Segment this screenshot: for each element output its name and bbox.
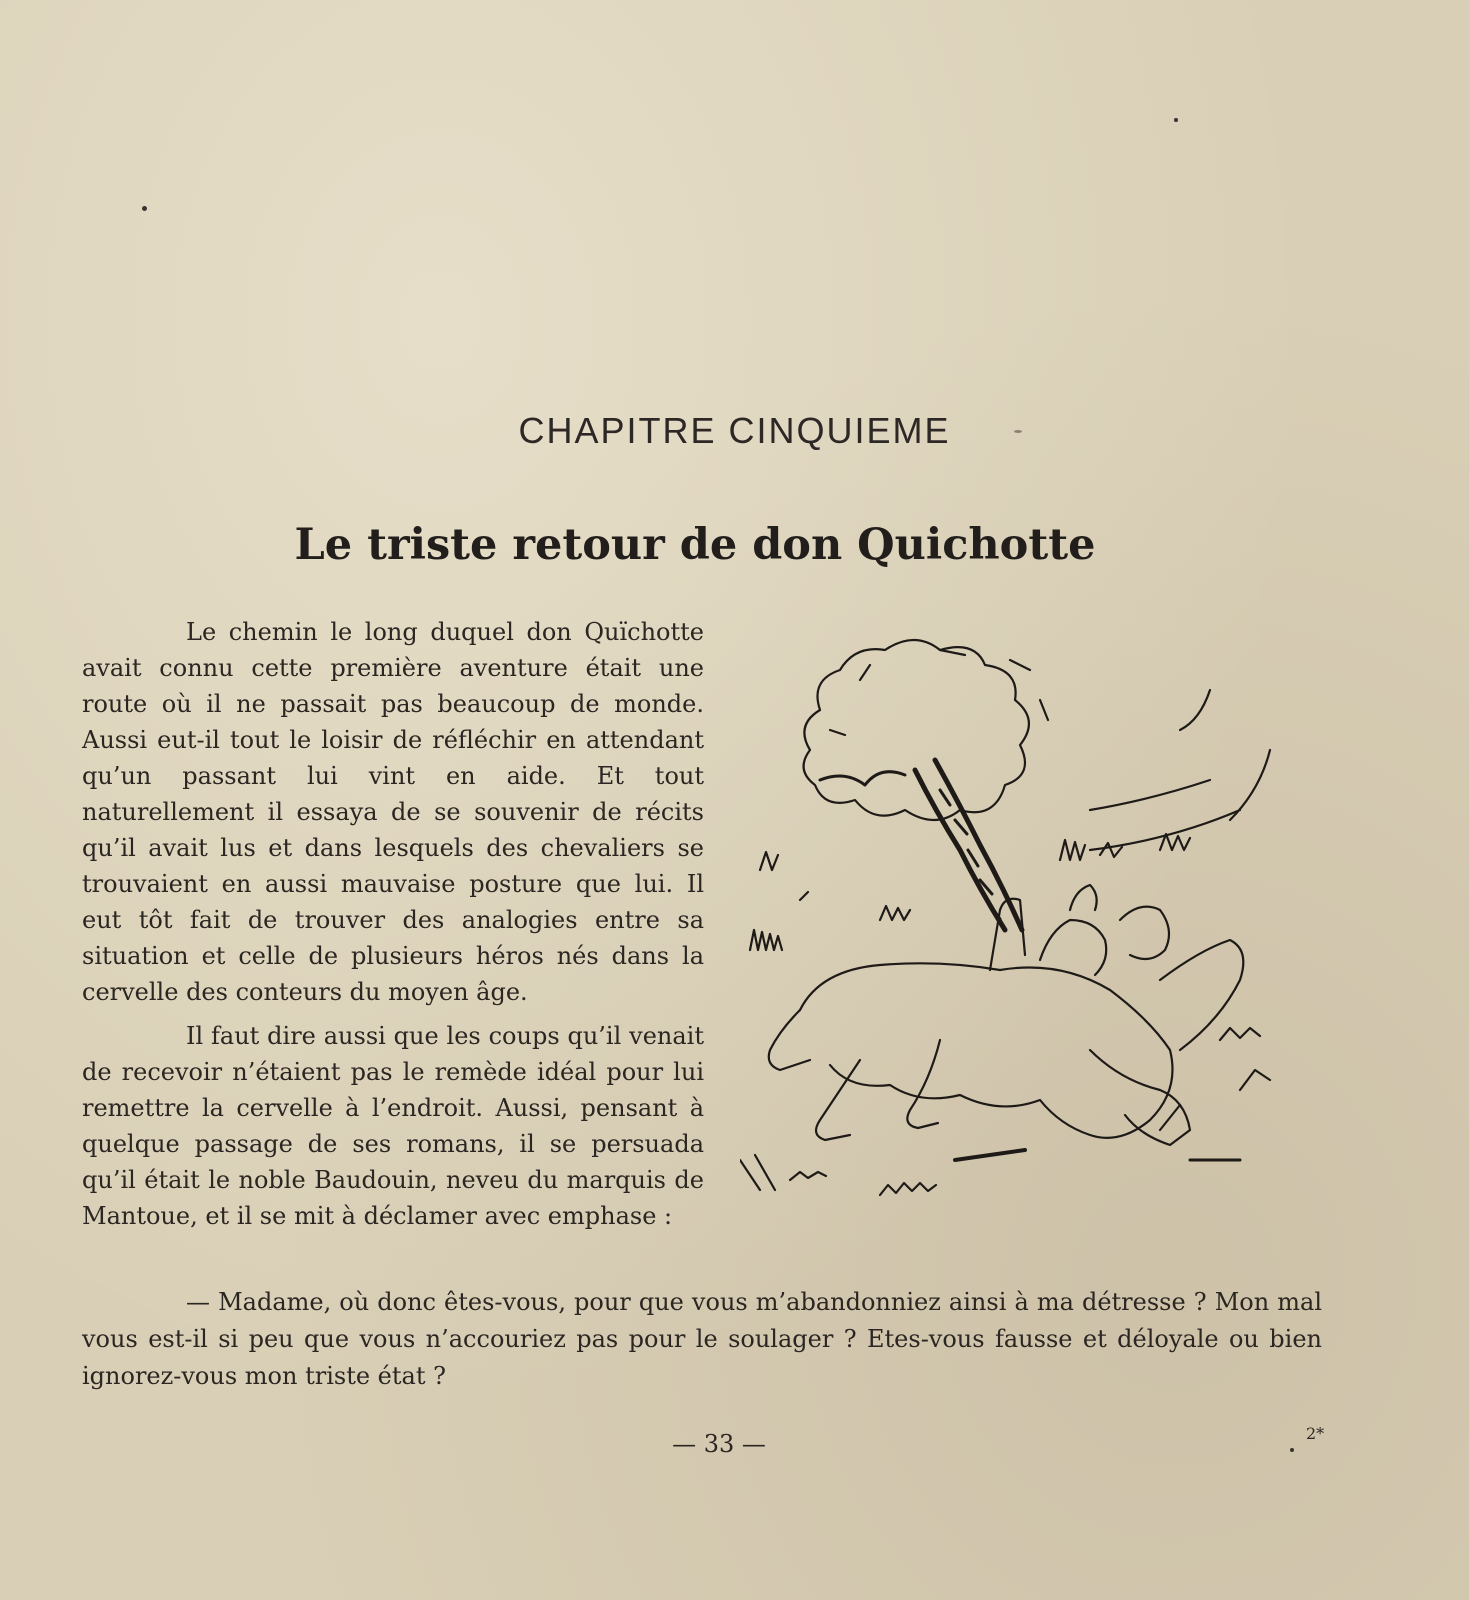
paragraph: Le chemin le long duquel don Quïchotte avait connu cette première aventure était une route où il ne passait pas beaucoup de monde. Aussi eut-il tout le loisir de réfléchir en attendant qu’un passant lui vint en aide. Et tout naturellement il essaya de se souvenir de récits qu’il avait lus et dans lesquels des chevaliers se trouvaient en aussi mauvaise posture que lui. Il eut tôt fait de trouver des analogies entre sa situation et celle de plusieurs héros nés dans la cervelle des conteurs du moyen âge. bbox=[82, 618, 704, 1006]
page-number: — 33 — bbox=[672, 1430, 766, 1458]
paragraph: Il faut dire aussi que les coups qu’il venait de recevoir n’étaient pas le remède idéal pour lui remettre la cervelle à l’endroit. Aussi, pensant à quelque passage de ses romans, il se persuada qu’il était le noble Baudouin, neveu du marquis de Mantoue, et il se mit à déclamer avec emphase : bbox=[82, 1022, 704, 1230]
paper-speck bbox=[1174, 118, 1178, 122]
paragraph: — Madame, où donc êtes-vous, pour que vous m’abandonniez ainsi à ma détresse ? Mon mal vous est-il si peu que vous n’accouriez pas pour le soulager ? Etes-vous fausse et déloyale ou bien ignorez-vous mon triste état ? bbox=[82, 1288, 1322, 1390]
text-full-width bbox=[82, 1284, 1322, 1395]
text-column bbox=[82, 614, 704, 1242]
chapter-title: Le triste retour de don Quichotte bbox=[294, 520, 1096, 570]
signature-mark: 2* bbox=[1306, 1424, 1325, 1443]
illustration-fallen-knight bbox=[740, 620, 1320, 1240]
paper-speck bbox=[142, 206, 147, 211]
chapter-heading: CHAPITRE CINQUIEME bbox=[518, 410, 951, 451]
